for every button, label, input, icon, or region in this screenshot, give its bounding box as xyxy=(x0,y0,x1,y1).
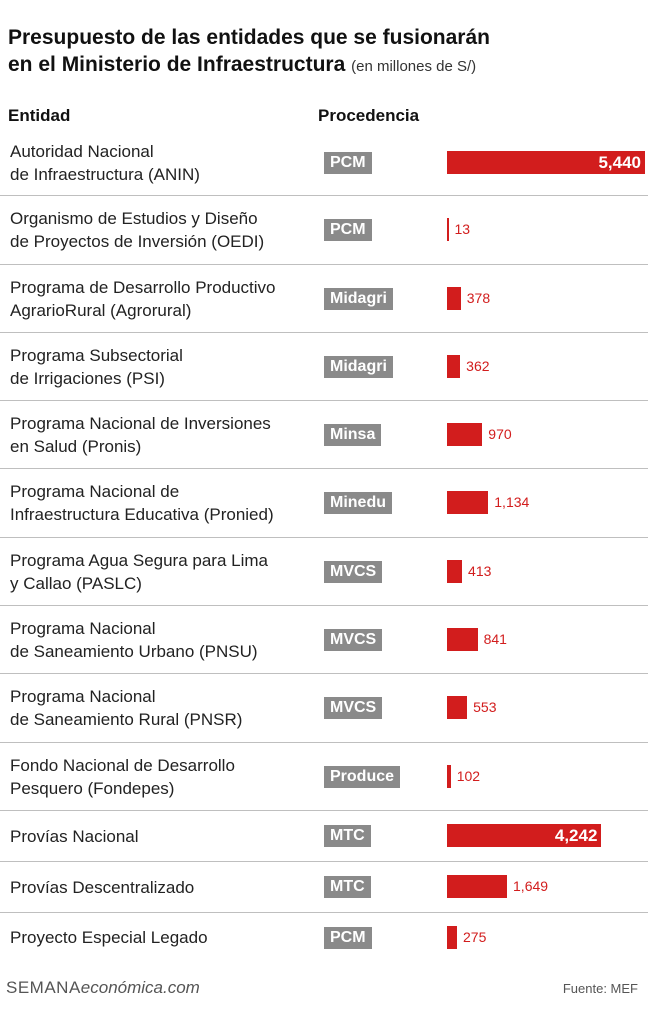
entity-name-line: Provías Nacional xyxy=(10,827,139,846)
bar xyxy=(447,875,507,898)
origin-badge: PCM xyxy=(324,152,372,174)
table-row xyxy=(0,401,648,468)
entity-name xyxy=(10,344,183,390)
entity-name-line: de Irrigaciones (PSI) xyxy=(10,369,165,388)
entity-name-line: Pesquero (Fondepes) xyxy=(10,779,175,798)
origin-badge: PCM xyxy=(324,219,372,241)
title-line-1: Presupuesto de las entidades que se fusionarán xyxy=(8,26,490,49)
brand-part-2: económica.com xyxy=(80,978,200,997)
entity-name-line: de Saneamiento Rural (PNSR) xyxy=(10,710,243,729)
entity-name xyxy=(10,825,139,848)
bar-value-label: 102 xyxy=(456,768,481,784)
origin-badge: Minsa xyxy=(324,424,381,446)
entity-name-line: en Salud (Pronis) xyxy=(10,437,142,456)
bar-value-label: 1,649 xyxy=(513,878,549,894)
entity-name xyxy=(10,617,258,663)
table-row xyxy=(0,196,648,264)
bar-value-label: 1,134 xyxy=(494,494,530,510)
origin-badge: PCM xyxy=(324,927,372,949)
entity-name-line: Provías Descentralizado xyxy=(10,878,195,897)
entity-name xyxy=(10,480,274,526)
origin-badge: Midagri xyxy=(324,356,393,378)
bar xyxy=(447,491,488,514)
title-unit: (en millones de S/) xyxy=(351,58,477,75)
bar-value-label: 841 xyxy=(483,631,507,647)
entity-name-line: de Proyectos de Inversión (OEDI) xyxy=(10,232,265,251)
bar-value-label: 970 xyxy=(488,426,512,442)
bar xyxy=(447,218,449,241)
table-row xyxy=(0,811,648,861)
entity-name-line: Organismo de Estudios y Diseño xyxy=(10,209,258,228)
entity-name-line: Fondo Nacional de Desarrollo xyxy=(10,756,235,775)
title-line-2-text: en el Ministerio de Infraestructura xyxy=(8,53,346,76)
entity-name-line: Programa Nacional xyxy=(10,687,156,706)
origin-badge: MVCS xyxy=(324,561,382,583)
bar xyxy=(447,560,462,583)
table-row xyxy=(0,538,648,605)
chart-title xyxy=(8,24,638,80)
entity-name xyxy=(10,754,235,800)
origin-badge: MVCS xyxy=(324,629,382,651)
column-header-entity: Entidad xyxy=(8,106,71,125)
table-row xyxy=(0,674,648,742)
table-row xyxy=(0,862,648,912)
entity-name-line: de Saneamiento Urbano (PNSU) xyxy=(10,642,258,661)
entity-name-line: AgrarioRural (Agrorural) xyxy=(10,301,192,320)
column-header-origin: Procedencia xyxy=(318,106,420,125)
entity-name xyxy=(10,276,276,322)
bar-value-label: 553 xyxy=(473,699,497,715)
table-row xyxy=(0,606,648,673)
origin-badge: MVCS xyxy=(324,697,382,719)
bar xyxy=(447,926,457,949)
source-note: Fuente: MEF xyxy=(562,981,638,996)
bar xyxy=(447,355,460,378)
entity-name-line: Proyecto Especial Legado xyxy=(10,928,208,947)
entity-name-line: Programa Nacional de Inversiones xyxy=(10,414,271,433)
entity-name-line: de Infraestructura (ANIN) xyxy=(10,165,200,184)
entity-name xyxy=(10,412,271,458)
entity-name-line: Programa Agua Segura para Lima xyxy=(10,551,268,570)
entity-name xyxy=(10,140,200,186)
bar-value-label: 13 xyxy=(454,221,471,237)
entity-name-line: Infraestructura Educativa (Pronied) xyxy=(10,505,274,524)
bar-value-label: 4,242 xyxy=(554,826,598,845)
entity-name-line: Programa Nacional xyxy=(10,619,156,638)
table-row xyxy=(0,913,648,962)
bar-value-label: 413 xyxy=(468,563,492,579)
origin-badge: Midagri xyxy=(324,288,393,310)
brand-logo xyxy=(6,978,200,998)
entity-name-line: Programa Nacional de xyxy=(10,482,180,501)
bar xyxy=(447,696,467,719)
title-line-2 xyxy=(8,51,638,80)
bar-value-label: 362 xyxy=(466,358,490,374)
entity-name-line: Autoridad Nacional xyxy=(10,142,154,161)
bar-value-label: 275 xyxy=(463,929,487,945)
brand-part-1: SEMANA xyxy=(6,978,81,997)
bar xyxy=(447,765,451,788)
bar xyxy=(447,628,478,651)
entity-name xyxy=(10,549,268,595)
table-row xyxy=(0,333,648,400)
entity-name xyxy=(10,207,264,253)
table-row xyxy=(0,469,648,537)
entity-name-line: Programa de Desarrollo Productivo xyxy=(10,278,276,297)
bar xyxy=(447,287,461,310)
bar-value-label: 5,440 xyxy=(598,153,641,172)
table-row xyxy=(0,130,648,195)
origin-badge: Minedu xyxy=(324,492,392,514)
bar-value-label: 378 xyxy=(466,290,491,306)
table-row xyxy=(0,265,648,332)
origin-badge: MTC xyxy=(324,825,371,847)
entity-name-line: y Callao (PASLC) xyxy=(10,574,142,593)
origin-badge: MTC xyxy=(324,876,371,898)
bar xyxy=(447,423,482,446)
entity-name-line: Programa Subsectorial xyxy=(10,346,183,365)
entity-name xyxy=(10,876,194,899)
entity-name xyxy=(10,685,242,731)
entity-name xyxy=(10,926,208,949)
table-row xyxy=(0,743,648,810)
origin-badge: Produce xyxy=(324,766,400,788)
